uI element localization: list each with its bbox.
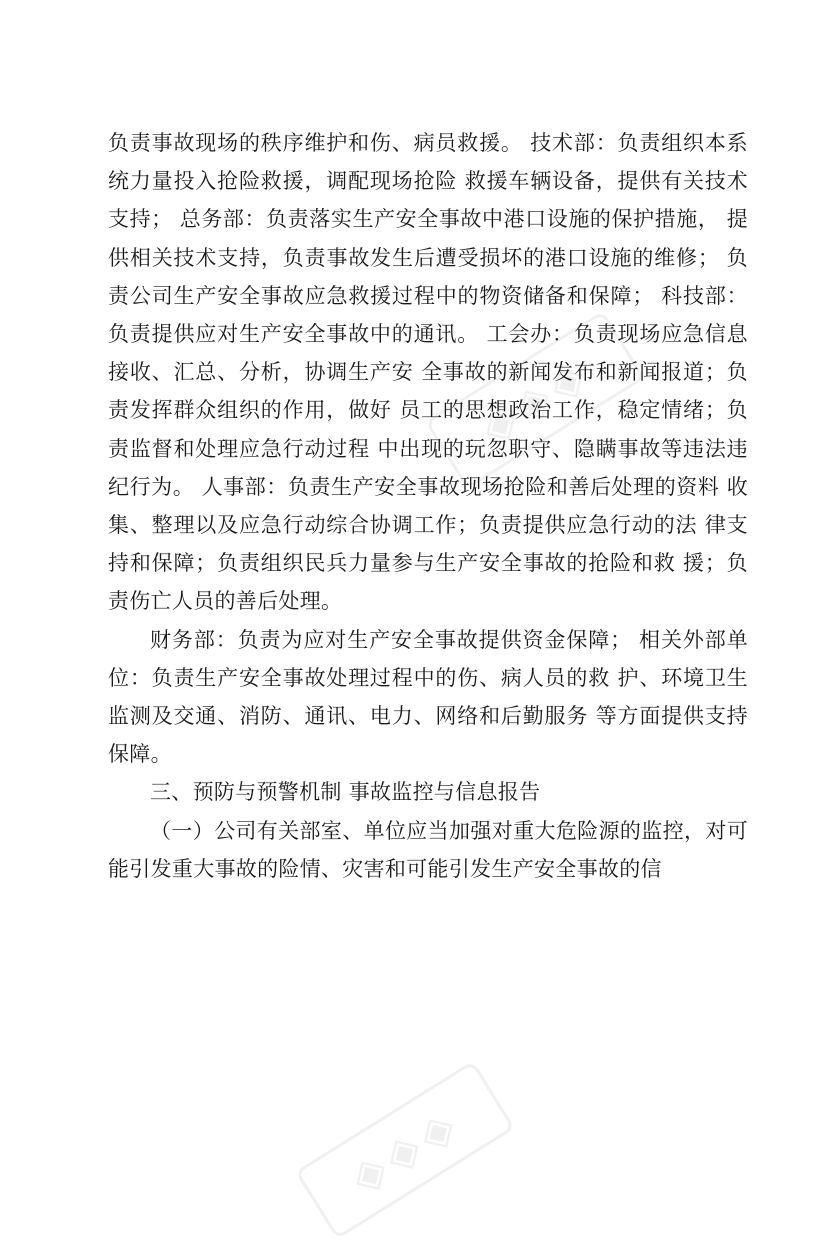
watermark-stamp-glyph: ◈◈◈ (470, 346, 600, 454)
watermark-stamp-bottom (295, 1060, 515, 1239)
paragraph-department-duties: 负责事故现场的秩序维护和伤、病员救援。 技术部：负责组织本系统力量投入抢险救援，调配现场抢险 救援车辆设备，提供有关技术支持； 总务部：负责落实生产安全事故中港口设施的保护措施， 提供相关技术支持，负责事故发生后遭受损坏的港口设施的维修； 负责公司生产安全事故应急救援过程中的物资储备和保障； 科技部：负责提供应对生产安全事故中的通讯。 工会办：负责现场应急信息接收、汇总、分析，协调生产安 全事故的新闻发布和新闻报道；负责发挥群众组织的作用，做好 员工的思想政治工作，稳定情绪；负责监督和处理应急行动过程 中出现的玩忽职守、隐瞒事故等违法违纪行为。 人事部：负责生产安全事故现场抢险和善后处理的资料 收集、整理以及应急行动综合协调工作；负责提供应急行动的法 律支持和保障；负责组织民兵力量参与生产安全事故的抢险和救 援；负责伤亡人员的善后处理。 (108, 131, 748, 614)
watermark-stamp-bottom-frame (295, 1060, 515, 1239)
watermark-stamp-bottom-glyph: ◈◈◈ (340, 1096, 470, 1204)
section-heading-prevention-warning: 三、预防与预警机制 事故监控与信息报告 (150, 780, 541, 805)
paragraph-monitoring: （一）公司有关部室、单位应当加强对重大危险源的监控，对可能引发重大事故的险情、灾害和可能引发生产安全事故的信 (108, 818, 748, 881)
document-body (108, 124, 748, 888)
paragraph-finance-external: 财务部：负责为应对生产安全事故提供资金保障； 相关外部单位：负责生产安全事故处理过程中的伤、病人员的救 护、环境卫生监测及交通、消防、通讯、电力、网络和后勤服务 等方面提供支持保障。 (108, 627, 748, 767)
